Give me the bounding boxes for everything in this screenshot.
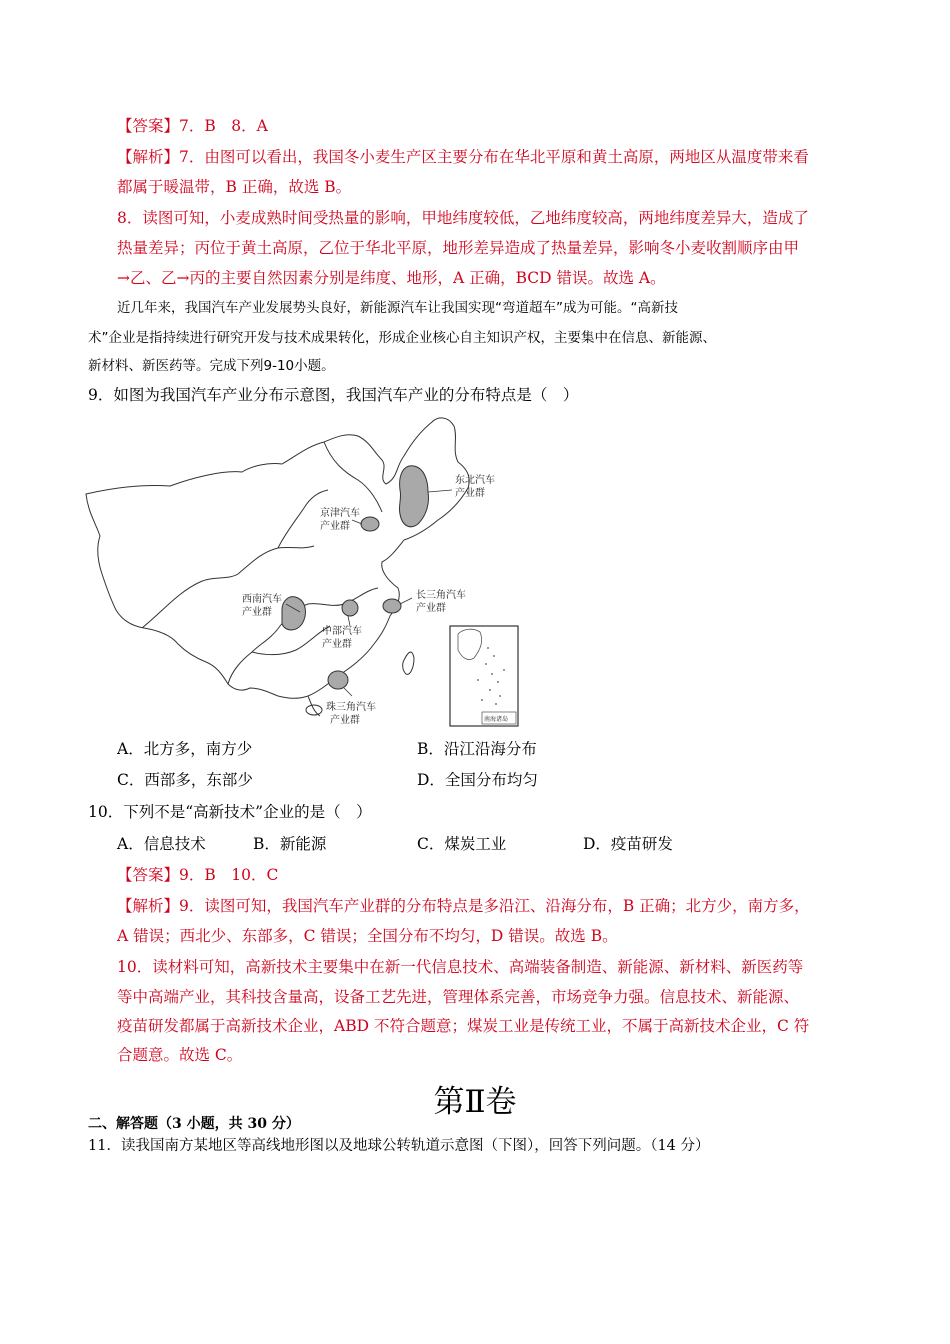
central-leader (348, 616, 350, 626)
q10-option-b: B．新能源 (253, 835, 327, 853)
central-cluster (342, 600, 358, 616)
question-9-stem: 9．如图为我国汽车产业分布示意图，我国汽车产业的分布特点是（ ） (88, 386, 579, 404)
province-border-2 (278, 490, 328, 548)
q9-option-d: D．全国分布均匀 (417, 771, 538, 789)
southwest-cluster (282, 597, 305, 630)
material-line2: 术”企业是指持续进行研究开发与技术成果转化，形成企业核心自主知识产权，主要集中在信息、新能源、 (88, 330, 716, 346)
analysis-9-line2: A 错误；西北少、东部多，C 错误；全国分布不均匀，D 错误。故选 B。 (117, 927, 618, 945)
analysis-10-line2: 等中高端产业，其科技含量高，设备工艺先进，管理体系完善，市场竞争力强。信息技术、新能源、 (117, 988, 800, 1006)
inset-label: 南海诸岛 (484, 716, 509, 723)
southwest-label-2: 产业群 (242, 607, 272, 618)
analysis-9-line1: 【解析】9．读图可知，我国汽车产业群的分布特点是多沿江、沿海分布，B 正确；北方少，南方多， (117, 897, 810, 915)
jingjin-label-1: 京津汽车 (320, 508, 360, 519)
central-label-2: 产业群 (322, 639, 352, 650)
china-auto-industry-map (82, 412, 534, 732)
south-china-sea-inset (450, 626, 518, 726)
northeast-leader (428, 490, 452, 492)
analysis-8-line3: →乙、乙→丙的主要自然因素分别是纬度、地形，A 正确，BCD 错误。故选 A。 (117, 269, 666, 287)
analysis-7-line1: 【解析】7．由图可以看出，我国冬小麦生产区主要分布在华北平原和黄土高原，两地区从温度带来看 (117, 148, 809, 166)
pearl-label-2: 产业群 (330, 715, 360, 726)
question-10-stem: 10．下列不是“高新技术”企业的是（ ） (88, 803, 372, 821)
province-border-5 (324, 442, 382, 512)
china-outline (86, 418, 469, 698)
analysis-10-line4: 合题意。故选 C。 (117, 1046, 243, 1064)
jingjin-cluster (361, 517, 379, 531)
q9-option-b: B．沿江沿海分布 (417, 740, 537, 758)
q10-option-d: D．疫苗研发 (583, 835, 673, 853)
yangtze-leader (400, 598, 412, 604)
section-heading: 二、解答题（3 小题，共 30 分） (88, 1116, 300, 1132)
q10-option-c: C．煤炭工业 (417, 835, 507, 853)
yangtze-label-2: 产业群 (416, 603, 446, 614)
analysis-10-line1: 10．读材料可知，高新技术主要集中在新一代信息技术、高端装备制造、新能源、新材料、新医药等 (117, 958, 804, 976)
pearl-leader (344, 688, 352, 696)
analysis-7-line2: 都属于暖温带，B 正确，故选 B。 (117, 178, 352, 196)
yangtze-label-1: 长三角汽车 (416, 590, 466, 601)
taiwan-island (403, 652, 414, 674)
analysis-8-line1: 8．读图可知，小麦成熟时间受热量的影响，甲地纬度较低，乙地纬度较高，两地纬度差异大，造成了 (117, 209, 809, 227)
jingjin-leader (352, 520, 362, 524)
question-11-stem: 11．读我国南方某地区等高线地形图以及地球公转轨道示意图（下图），回答下列问题。（14 分） (88, 1138, 710, 1154)
answer-7-8: 【答案】7．B 8．A (117, 117, 268, 135)
southwest-label-1: 西南汽车 (242, 594, 282, 605)
q9-option-a: A．北方多，南方少 (117, 740, 253, 758)
northeast-cluster (399, 466, 428, 527)
pearl-label-1: 珠三角汽车 (326, 702, 376, 713)
northeast-label-1: 东北汽车 (455, 475, 495, 486)
central-label-1: 中部汽车 (322, 626, 362, 637)
material-line3: 新材料、新医药等。完成下列9-10小题。 (88, 358, 335, 374)
q9-option-c: C．西部多，东部少 (117, 771, 253, 789)
yangtze-cluster (383, 599, 401, 613)
analysis-8-line2: 热量差异；丙位于黄土高原，乙位于华北平原，地形差异造成了热量差异，影响冬小麦收割顺序由甲 (117, 239, 800, 257)
part-2-title: 第Ⅱ卷 (433, 1084, 517, 1120)
pearl-cluster (328, 671, 348, 689)
answer-9-10: 【答案】9．B 10．C (117, 866, 279, 884)
q10-option-a: A．信息技术 (117, 835, 206, 853)
northeast-label-2: 产业群 (455, 488, 485, 499)
analysis-10-line3: 疫苗研发都属于高新技术企业，ABD 不符合题意；煤炭工业是传统工业，不属于高新技术企业，C 符 (117, 1017, 810, 1035)
jingjin-label-2: 产业群 (320, 521, 350, 532)
material-line1: 近几年来，我国汽车产业发展势头良好，新能源汽车让我国实现“弯道超车”成为可能。“高新技 (117, 300, 678, 316)
